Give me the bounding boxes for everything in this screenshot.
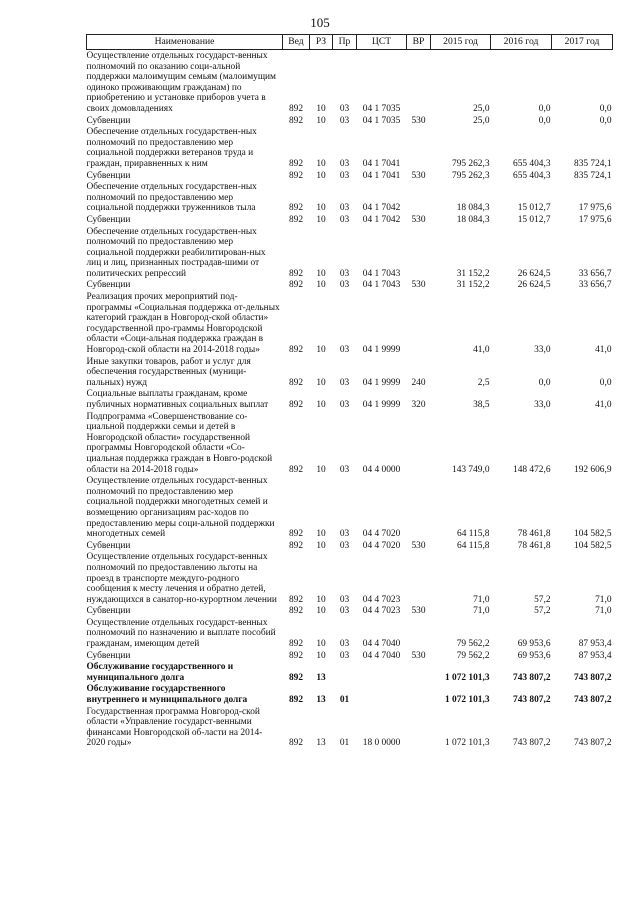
row-rz: 10	[316, 268, 326, 279]
row-pr: 03	[339, 158, 350, 169]
row-cst: 04 4 7023	[362, 594, 401, 605]
row-2016: 57,2	[534, 594, 551, 605]
row-cst: 04 1 9999	[362, 400, 401, 410]
row-2015: 38,5	[473, 400, 490, 410]
row-ved: 892	[288, 606, 304, 617]
row-rz: 10	[316, 606, 326, 617]
row-vr	[407, 411, 431, 476]
header-2017: 2017 год	[552, 35, 613, 50]
row-rz: 10	[316, 529, 326, 540]
row-2015: 143 749,0	[452, 464, 490, 475]
row-rz: 10	[316, 639, 326, 650]
row-2016: 33,0	[534, 400, 551, 410]
row-vr	[407, 551, 431, 605]
table-row	[87, 540, 613, 552]
row-ved: 892	[288, 540, 304, 551]
row-2016: 655 404,3	[513, 170, 551, 181]
row-pr: 03	[339, 268, 350, 279]
row-2016: 0,0	[538, 115, 551, 126]
row-name: Осуществление отдельных государст-венных полномочий по оказанию соци-альной поддержки малоимущим семьям (малоимущим одиноко проживающим гражданам) по приобретению и установке приборов учета в своих домовладениях	[86, 51, 276, 114]
row-name: Обеспечение отдельных государствен-ных полномочий по предоставлению мер социальной поддержки труженников тыла	[86, 182, 257, 214]
header-rz: РЗ	[310, 35, 333, 50]
row-2017: 17 975,6	[578, 214, 612, 225]
row-2015: 71,0	[473, 606, 490, 617]
row-rz: 10	[316, 650, 326, 661]
table-row	[87, 617, 613, 650]
row-pr: 03	[339, 280, 350, 291]
row-ved: 892	[288, 268, 304, 279]
row-ved: 892	[288, 738, 304, 749]
table-row	[87, 650, 613, 662]
row-2017: 41,0	[595, 345, 612, 356]
row-ved: 892	[288, 203, 304, 214]
row-pr: 03	[339, 464, 350, 475]
row-cst	[357, 683, 407, 705]
row-2017: 192 606,9	[574, 464, 612, 475]
row-rz: 10	[316, 464, 326, 475]
row-2017: 71,0	[595, 594, 612, 605]
row-2015: 64 115,8	[457, 529, 490, 540]
row-rz: 10	[316, 280, 326, 291]
table-row	[87, 50, 613, 115]
row-2016: 26 624,5	[517, 268, 551, 279]
row-cst: 04 1 7041	[362, 158, 401, 169]
row-rz: 10	[316, 377, 326, 388]
row-rz: 10	[316, 170, 326, 181]
page-number: 105	[310, 15, 330, 30]
row-2017: 87 953,4	[578, 650, 612, 661]
row-cst: 04 1 7043	[362, 280, 401, 291]
row-2017: 0,0	[599, 377, 612, 388]
row-name: Субвенции	[86, 650, 131, 661]
row-2016: 33,0	[534, 345, 551, 356]
row-cst: 04 1 7042	[362, 203, 401, 214]
row-2016: 15 012,7	[517, 214, 551, 225]
row-cst: 04 1 7035	[362, 115, 401, 126]
table-row	[87, 388, 613, 410]
row-2015: 31 152,2	[456, 268, 490, 279]
row-2016: 0,0	[538, 377, 551, 388]
table-row	[87, 475, 613, 540]
row-rz: 13	[316, 672, 326, 683]
row-2015: 1 072 101,3	[444, 738, 490, 749]
table-row	[87, 706, 613, 749]
row-pr: 03	[339, 639, 350, 650]
row-vr	[407, 617, 431, 650]
row-name: Обеспечение отдельных государствен-ных полномочий по предоставлению мер социальной поддержки реабилитирован-ных лиц и лиц, признанных пострадав-шими от политических репрессий	[86, 226, 266, 279]
row-2016: 78 461,8	[517, 540, 551, 551]
row-ved: 892	[288, 214, 304, 225]
row-2017: 33 656,7	[578, 268, 612, 279]
header-pr: Пр	[333, 35, 357, 50]
row-2015: 18 084,3	[456, 214, 490, 225]
table-row	[87, 605, 613, 617]
row-rz: 10	[316, 594, 326, 605]
row-ved: 892	[288, 170, 304, 181]
row-2017: 835 724,1	[574, 158, 612, 169]
row-name: Субвенции	[86, 540, 131, 551]
row-vr	[407, 291, 431, 356]
row-ved: 892	[288, 345, 304, 356]
row-vr	[407, 706, 431, 749]
table-row	[87, 170, 613, 182]
row-pr: 03	[339, 203, 350, 214]
row-vr: 530	[411, 540, 426, 551]
row-vr: 530	[411, 115, 426, 126]
row-pr: 03	[339, 606, 350, 617]
table-header-row	[87, 35, 613, 50]
row-pr: 01	[339, 738, 350, 749]
row-2016: 69 953,6	[517, 650, 551, 661]
row-vr	[407, 50, 431, 115]
row-pr: 03	[339, 103, 350, 114]
row-name: Реализация прочих мероприятий под-программы «Социальная поддержка от-дельных категорий граждан в Новгород-ской области» государственной про-граммы Новгородской области «Соци-альная поддержка граждан в Новгород-ской области на 2014-2018 годы»	[86, 292, 280, 356]
header-name: Наименование	[87, 35, 283, 50]
table-row	[87, 126, 613, 169]
row-ved: 892	[288, 103, 304, 114]
row-pr: 03	[339, 529, 350, 540]
row-pr: 03	[339, 170, 350, 181]
row-vr	[407, 475, 431, 540]
table-row	[87, 291, 613, 356]
row-2016: 26 624,5	[517, 280, 551, 291]
row-vr: 240	[411, 377, 426, 388]
row-pr: 03	[339, 345, 350, 356]
row-2017: 104 582,5	[574, 529, 612, 540]
row-2016: 78 461,8	[517, 529, 551, 540]
row-pr: 03	[339, 540, 350, 551]
row-cst: 04 4 7040	[362, 650, 401, 661]
row-2016: 743 807,2	[513, 738, 551, 749]
row-2016: 743 807,2	[513, 672, 551, 683]
row-2015: 25,0	[473, 103, 490, 114]
row-name: Субвенции	[86, 214, 131, 225]
row-2017: 0,0	[599, 115, 612, 126]
row-name: Обслуживание государственного и муниципального долга	[86, 662, 234, 683]
row-ved: 892	[288, 115, 304, 126]
row-rz: 10	[316, 158, 326, 169]
row-vr: 320	[411, 400, 426, 410]
row-pr: 03	[339, 650, 350, 661]
row-cst: 04 1 9999	[362, 377, 401, 388]
table-row	[87, 115, 613, 127]
row-vr	[407, 683, 431, 705]
row-2015: 79 562,2	[456, 650, 490, 661]
row-ved: 892	[288, 529, 304, 540]
row-cst: 04 4 7023	[362, 606, 401, 617]
row-name: Осуществление отдельных государст-венных полномочий по назначению и выплате пособий гражданам, имеющим детей	[86, 617, 276, 650]
row-2015: 1 072 101,3	[444, 672, 490, 683]
row-cst: 04 4 0000	[362, 464, 401, 475]
row-name: Обеспечение отдельных государствен-ных полномочий по предоставлению мер социальной поддержки ветеранов труда и граждан, приравненных к ним	[86, 127, 257, 169]
row-2016: 57,2	[534, 606, 551, 617]
row-2015: 2,5	[477, 377, 490, 388]
row-2017: 41,0	[595, 400, 612, 410]
row-2017: 743 807,2	[574, 738, 612, 749]
table-row	[87, 181, 613, 214]
table-row	[87, 411, 613, 476]
row-vr: 530	[411, 170, 426, 181]
row-2017: 104 582,5	[574, 540, 612, 551]
table-row	[87, 226, 613, 280]
row-vr: 530	[411, 606, 426, 617]
row-vr: 530	[411, 650, 426, 661]
row-name: Субвенции	[86, 280, 131, 291]
header-2015: 2015 год	[431, 35, 491, 50]
row-pr: 03	[339, 594, 350, 605]
row-ved: 892	[288, 672, 304, 683]
table-row	[87, 279, 613, 291]
row-cst: 04 1 7043	[362, 268, 401, 279]
header-cst: ЦСТ	[357, 35, 407, 50]
row-cst: 04 1 7041	[362, 170, 401, 181]
row-pr: 03	[339, 377, 350, 388]
row-rz: 10	[316, 400, 326, 410]
row-2017: 17 975,6	[578, 203, 612, 214]
row-vr	[407, 181, 431, 214]
row-2015: 41,0	[473, 345, 490, 356]
row-2015: 31 152,2	[456, 280, 490, 291]
row-pr: 03	[339, 214, 350, 225]
row-cst: 04 1 7042	[362, 214, 401, 225]
row-rz: 13	[316, 738, 326, 749]
budget-table	[86, 34, 613, 749]
row-2015: 1 072 101,3	[444, 695, 490, 706]
row-rz: 13	[316, 695, 326, 706]
table-row	[87, 661, 613, 683]
row-name: Субвенции	[86, 606, 131, 617]
row-cst	[357, 661, 407, 683]
row-cst: 04 1 9999	[362, 345, 401, 356]
table-row	[87, 551, 613, 605]
row-name: Обслуживание государственного внутреннего и муниципального долга	[86, 684, 248, 706]
row-ved: 892	[288, 280, 304, 291]
row-name: Социальные выплаты гражданам, кроме публичных нормативных социальных выплат	[86, 389, 269, 410]
row-ved: 892	[288, 400, 304, 410]
row-cst: 18 0 0000	[362, 738, 401, 749]
row-rz: 10	[316, 214, 326, 225]
header-2016: 2016 год	[491, 35, 552, 50]
table-row	[87, 356, 613, 389]
row-name: Иные закупки товаров, работ и услуг для обеспечения государственных (муници-пальных) нужд	[86, 356, 251, 388]
row-2015: 795 262,3	[452, 170, 490, 181]
row-2016: 655 404,3	[513, 158, 551, 169]
row-rz: 10	[316, 540, 326, 551]
row-2017: 743 807,2	[574, 695, 612, 706]
row-cst: 04 4 7040	[362, 639, 401, 650]
row-name: Субвенции	[86, 170, 131, 181]
row-pr: 03	[339, 115, 350, 126]
row-vr	[407, 661, 431, 683]
row-pr	[333, 661, 357, 683]
row-pr: 03	[339, 400, 350, 410]
row-name: Подпрограмма «Совершенствование со-циальной поддержки семьи и детей в Новгородской области» государственной программы Новгородской области «Со-циальная поддержка граждан в Новго-родской области на 2014-2018 годы»	[86, 411, 273, 475]
row-2016: 69 953,6	[517, 639, 551, 650]
row-cst: 04 4 7020	[362, 540, 401, 551]
row-ved: 892	[288, 594, 304, 605]
row-rz: 10	[316, 203, 326, 214]
row-name: Осуществление отдельных государст-венных полномочий по предоставлению льготы на проезд в транспорте междуго-родного сообщения к месту лечения и обратно детей, нуждающихся в санатор-но-курортном лечении	[86, 552, 277, 605]
row-ved: 892	[288, 377, 304, 388]
row-2017: 743 807,2	[574, 672, 612, 683]
row-vr	[407, 226, 431, 280]
row-name: Государственная программа Новгород-ской области «Управление государст-венными финансами Новгородской об-ласти на 2014-2020 годы»	[86, 706, 263, 749]
row-ved: 892	[288, 650, 304, 661]
row-2017: 33 656,7	[578, 280, 612, 291]
header-ved: Вед	[283, 35, 310, 50]
row-2015: 79 562,2	[456, 639, 490, 650]
row-2017: 87 953,4	[578, 639, 612, 650]
row-ved: 892	[288, 695, 304, 706]
table-row	[87, 214, 613, 226]
row-ved: 892	[288, 639, 304, 650]
row-2016: 15 012,7	[517, 203, 551, 214]
row-vr: 530	[411, 280, 426, 291]
row-2015: 795 262,3	[452, 158, 490, 169]
row-2017: 835 724,1	[574, 170, 612, 181]
row-2015: 64 115,8	[457, 540, 490, 551]
row-rz: 10	[316, 103, 326, 114]
row-name: Осуществление отдельных государст-венных полномочий по предоставлению мер социальной поддержки многодетных семей и возмещению организациям рас-ходов по предоставлению меры соци-альной поддержки многодетных семей	[86, 476, 275, 540]
row-name: Субвенции	[86, 115, 131, 126]
row-2017: 71,0	[595, 606, 612, 617]
row-rz: 10	[316, 345, 326, 356]
row-ved: 892	[288, 464, 304, 475]
table-row	[87, 683, 613, 705]
row-2016: 0,0	[538, 103, 551, 114]
row-pr: 01	[339, 695, 350, 706]
header-vr: ВР	[407, 35, 431, 50]
row-cst: 04 1 7035	[362, 103, 401, 114]
row-cst: 04 4 7020	[362, 529, 401, 540]
row-2015: 71,0	[473, 594, 490, 605]
row-ved: 892	[288, 158, 304, 169]
row-2016: 743 807,2	[513, 695, 551, 706]
table-body	[87, 50, 613, 750]
row-rz: 10	[316, 115, 326, 126]
row-2015: 18 084,3	[456, 203, 490, 214]
row-vr	[407, 126, 431, 169]
row-vr: 530	[411, 214, 426, 225]
row-2017: 0,0	[599, 103, 612, 114]
row-2015: 25,0	[473, 115, 490, 126]
row-2016: 148 472,6	[513, 464, 551, 475]
